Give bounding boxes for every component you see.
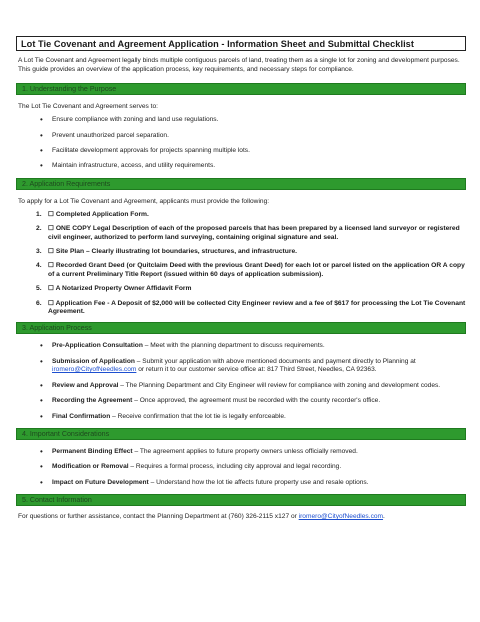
- item-text: – The Planning Department and City Engineer will review for compliance with zoning and development codes.: [118, 381, 441, 389]
- item-label: Recording the Agreement: [52, 397, 133, 405]
- checklist-item: [36, 300, 466, 317]
- item-text: – Submit your application with above mentioned documents and payment directly to Planning at: [134, 357, 416, 365]
- checklist-text: ☐ A Notarized Property Owner Affidavit Form: [48, 285, 192, 293]
- item-label: Final Confirmation: [52, 412, 111, 420]
- email-link[interactable]: iromero@CityofNeedles.com: [52, 366, 137, 374]
- contact-paragraph: [18, 513, 464, 520]
- item-text: – The agreement applies to future property owners unless officially removed.: [132, 447, 358, 455]
- item-label: Review and Approval: [52, 381, 119, 389]
- purpose-lead: The Lot Tie Covenant and Agreement serves to:: [18, 103, 159, 111]
- section-heading-requirements: 2. Application Requirements: [16, 178, 466, 190]
- requirements-lead: To apply for a Lot Tie Covenant and Agreement, applicants must provide the following:: [18, 197, 270, 205]
- item-label: Pre-Application Consultation: [52, 342, 143, 350]
- section-heading-purpose: 1. Understanding the Purpose: [16, 83, 466, 95]
- checklist-item: [36, 262, 466, 279]
- item-label: Permanent Binding Effect: [52, 447, 133, 455]
- checklist-text: ☐ Recorded Grant Deed (or Quitclaim Deed with the previous Grant Deed) for each lot or parcel listed on the application OR A copy of a current Preliminary Title Report (issued within 60 days of application submission).: [48, 262, 465, 278]
- list-item: [40, 463, 466, 471]
- document-page: [16, 36, 466, 520]
- contact-text-end: .: [383, 513, 385, 521]
- section-heading-process: 3. Application Process: [16, 322, 466, 334]
- list-item: [40, 479, 466, 487]
- contact-text: For questions or further assistance, contact the Planning Department at (760) 326-2115 x127 or: [18, 513, 299, 521]
- list-item: • Facilitate development approvals for projects spanning multiple lots.: [40, 147, 466, 155]
- item-text: – Requires a formal process, including city approval and legal recording.: [128, 463, 342, 471]
- process-list: [40, 342, 466, 420]
- item-label: Impact on Future Development: [52, 478, 149, 486]
- checklist-text: ☐ ONE COPY Legal Description of each of the proposed parcels that has been prepared by a licensed land surveyor or registered civil engineer, authorized to perform land surveying, containing original signature and seal.: [48, 225, 460, 241]
- document-title: Lot Tie Covenant and Agreement Application - Information Sheet and Submittal Checklist: [16, 36, 466, 51]
- section-heading-contact: 5. Contact Information: [16, 494, 466, 506]
- purpose-list: [40, 116, 466, 171]
- checklist-text: ☐ Application Fee - A Deposit of $2,000 will be collected City Engineer review and a fee of $617 for processing the Lot Tie Covenant Agreement.: [48, 299, 466, 316]
- item-label: Modification or Removal: [52, 463, 129, 471]
- considerations-list: [40, 448, 466, 487]
- list-item: [40, 382, 466, 390]
- list-item: [40, 342, 466, 350]
- email-link[interactable]: iromero@CityofNeedles.com: [298, 513, 384, 521]
- list-item: [40, 448, 466, 456]
- checklist-text: ☐ Completed Application Form.: [48, 210, 149, 218]
- list-item: • Maintain infrastructure, access, and utility requirements.: [40, 162, 466, 170]
- requirements-checklist: [36, 211, 466, 317]
- list-item: [40, 397, 466, 405]
- section-heading-considerations: 4. Important Considerations: [16, 428, 466, 440]
- list-item: [40, 358, 466, 375]
- checklist-item: [36, 285, 466, 293]
- item-text: – Once approved, the agreement must be recorded with the county recorder's office.: [132, 397, 381, 405]
- item-text: – Meet with the planning department to discuss requirements.: [142, 342, 325, 350]
- intro-paragraph: A Lot Tie Covenant and Agreement legally binds multiple contiguous parcels of land, treating them as a single lot for zoning and development purposes. This guide provides an overview of the application process, key requirements, and necessary steps for compliance.: [18, 57, 460, 73]
- item-number: 5.: [36, 285, 42, 293]
- item-number: 1.: [36, 210, 42, 218]
- item-text: – Understand how the lot tie affects future property use and resale options.: [148, 478, 369, 486]
- item-number: 3.: [36, 248, 42, 256]
- item-number: 4.: [36, 262, 42, 270]
- item-text: or return it to our customer service office at: 817 Third Street, Needles, CA 92363.: [136, 366, 377, 374]
- checklist-item: [36, 225, 466, 242]
- checklist-item: [36, 211, 466, 219]
- checklist-text: ☐ Site Plan – Clearly illustrating lot boundaries, structures, and infrastructure.: [48, 248, 298, 256]
- item-label: Submission of Application: [52, 357, 135, 365]
- checklist-item: [36, 248, 466, 256]
- item-number: 6.: [36, 299, 42, 307]
- item-text: – Receive confirmation that the lot tie is legally enforceable.: [110, 412, 286, 420]
- list-item: [40, 413, 466, 421]
- list-item: • Prevent unauthorized parcel separation.: [40, 132, 466, 140]
- item-number: 2.: [36, 225, 42, 233]
- list-item: • Ensure compliance with zoning and land use regulations.: [40, 116, 466, 124]
